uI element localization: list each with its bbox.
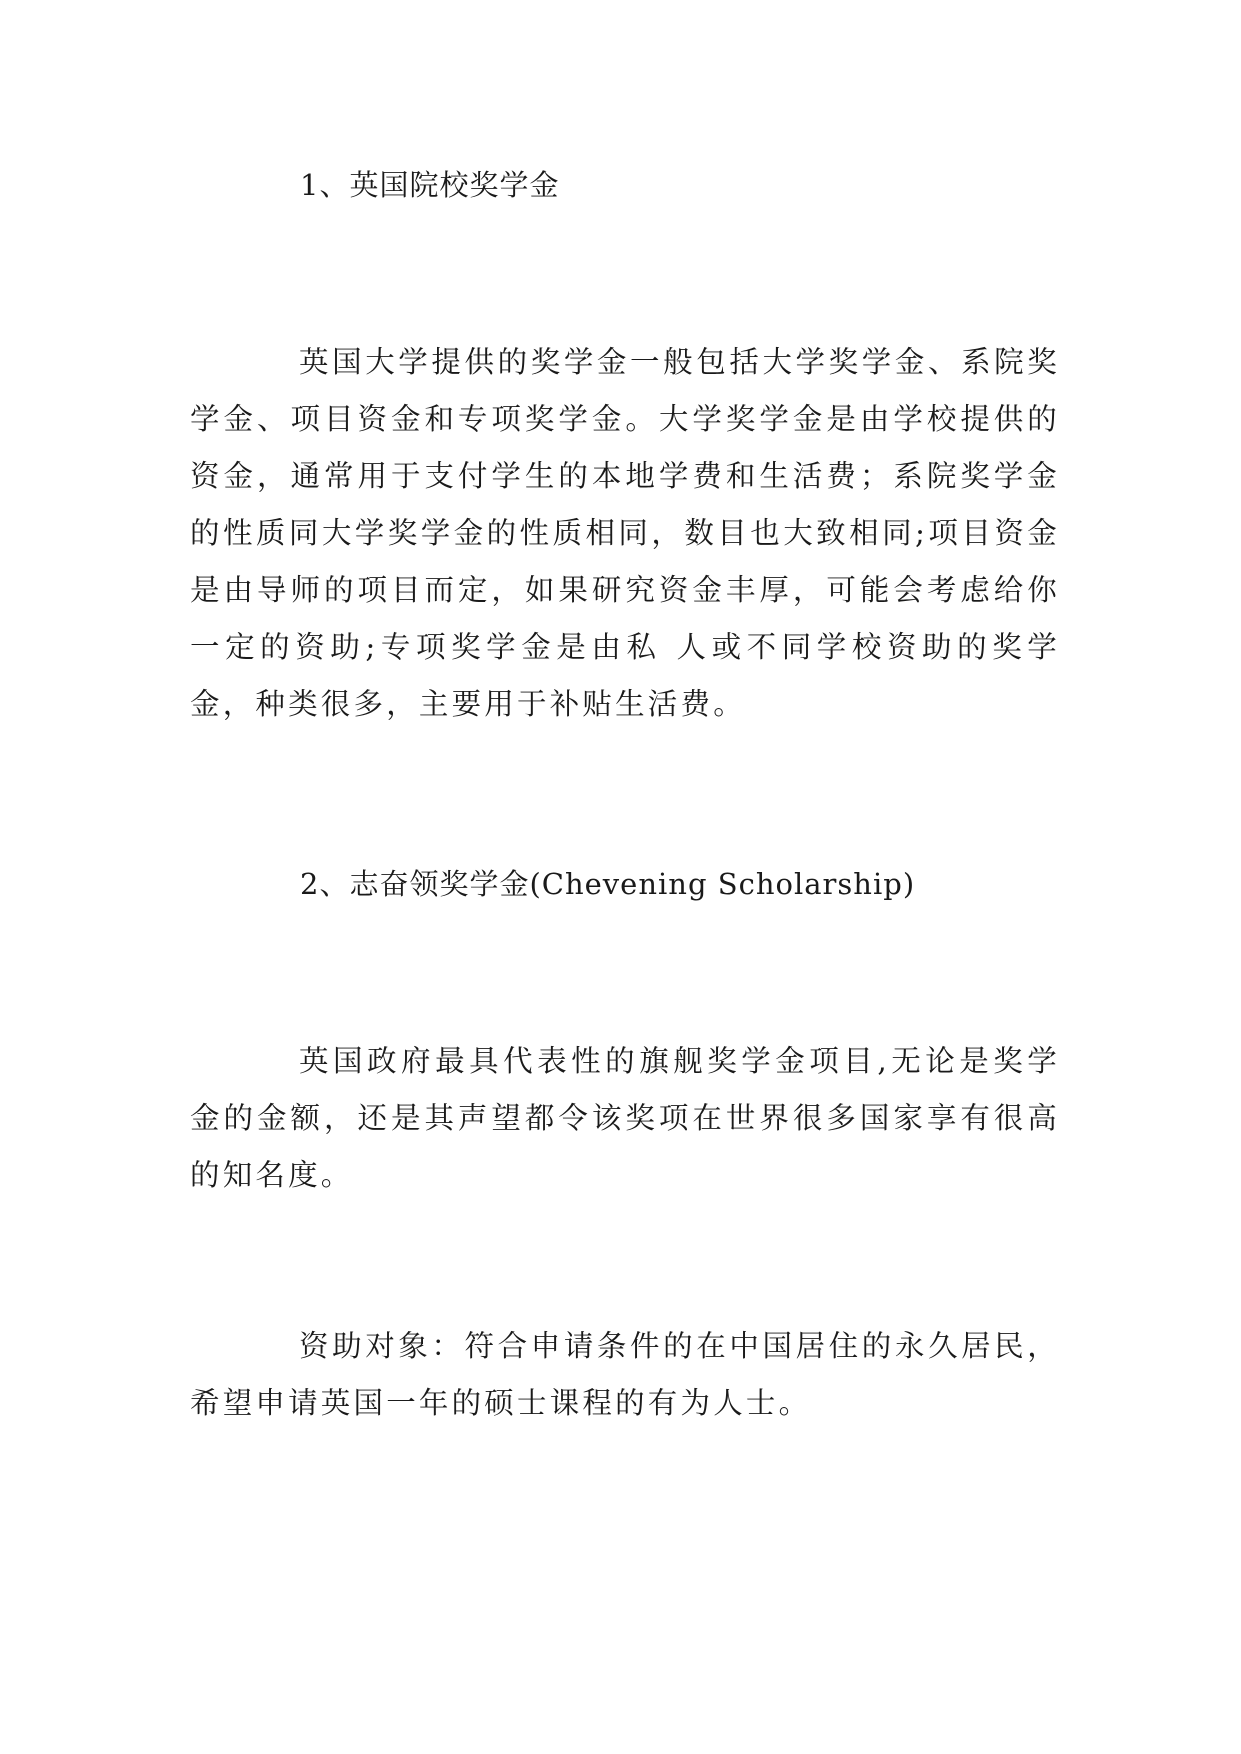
section-heading-chevening-scholarship: 2、志奋领奖学金(Chevening Scholarship) [300, 867, 916, 901]
paragraph-chevening-description: 英国政府最具代表性的旗舰奖学金项目,无论是奖学金的金额，还是其声望都令该奖项在世界很多国家享有很高的知名度。 [190, 1044, 1060, 1192]
section-heading-uk-university-scholarships: 1、英国院校奖学金 [300, 168, 560, 202]
paragraph-chevening-eligibility: 资助对象：符合申请条件的在中国居住的永久居民，希望申请英国一年的硕士课程的有为人士。 [190, 1329, 1060, 1420]
paragraph-university-scholarship-types: 英国大学提供的奖学金一般包括大学奖学金、系院奖学金、项目资金和专项奖学金。大学奖学金是由学校提供的资金，通常用于支付学生的本地学费和生活费；系院奖学金的性质同大学奖学金的性质相同，数目也大致相同;项目资金是由导师的项目而定，如果研究资金丰厚，可能会考虑给你一定的资助;专项奖学金是由私 人或不同学校资助的奖学金，种类很多，主要用于补贴生活费。 [190, 345, 1060, 721]
